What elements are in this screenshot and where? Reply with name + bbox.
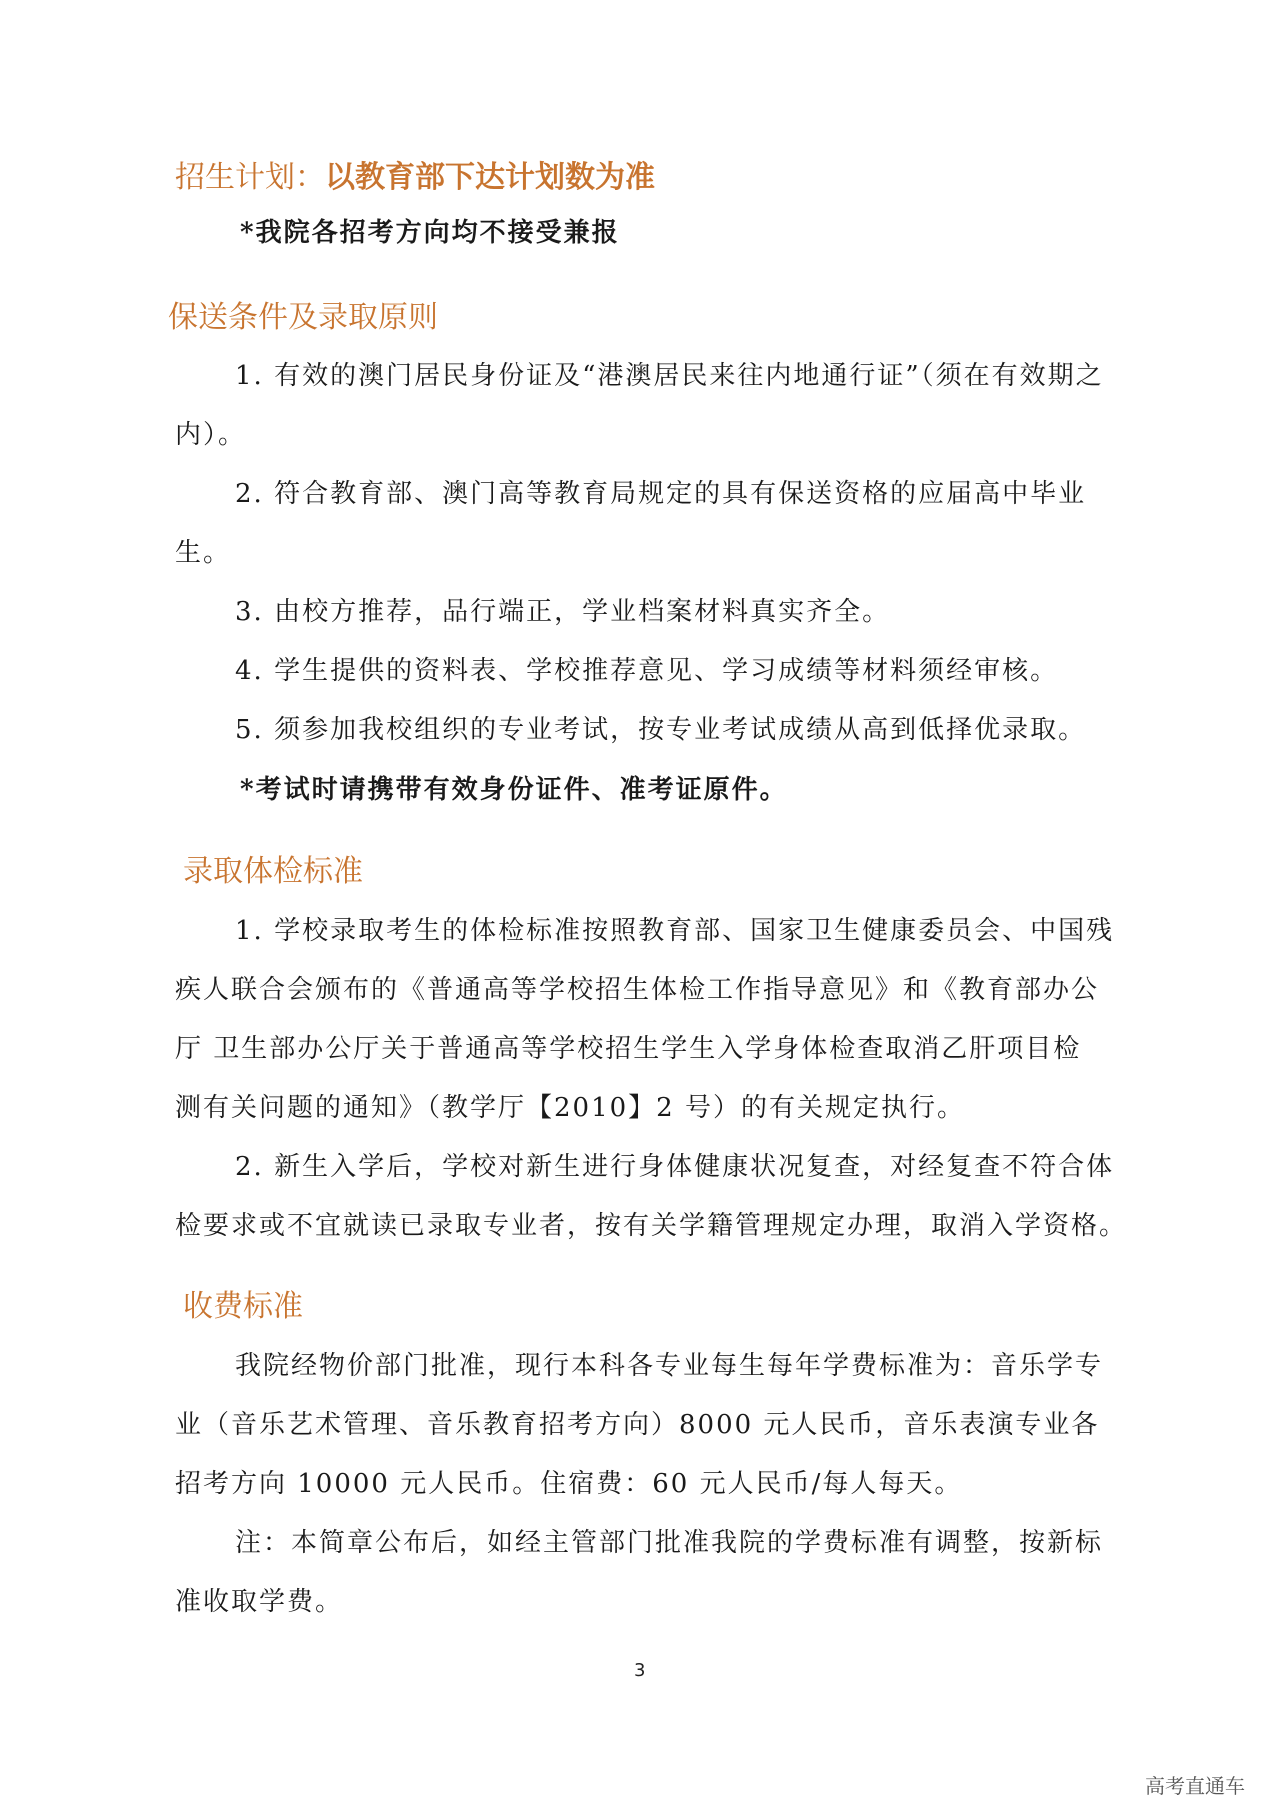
section-title-health: 录取体检标准 xyxy=(183,854,363,889)
section-title-fees: 收费标准 xyxy=(183,1289,303,1324)
plan-heading xyxy=(175,158,655,198)
plan-note: *我院各招考方向均不接受兼报 xyxy=(240,218,620,248)
conditions-item-5: 5. 须参加我校组织的专业考试，按专业考试成绩从高到低择优录取。 xyxy=(235,715,1087,745)
health-item-1-line-3: 厅 卫生部办公厅关于普通高等学校招生学生入学身体检查取消乙肝项目检 xyxy=(175,1034,1082,1064)
fees-para-line-2: 业（音乐艺术管理、音乐教育招考方向）8000 元人民币，音乐表演专业各 xyxy=(175,1410,1100,1440)
plan-label: 招生计划： xyxy=(175,160,325,195)
health-item-1-line-2: 疾人联合会颁布的《普通高等学校招生体检工作指导意见》和《教育部办公 xyxy=(175,975,1100,1005)
health-item-2-line-2: 检要求或不宜就读已录取专业者，按有关学籍管理规定办理，取消入学资格。 xyxy=(175,1211,1128,1241)
page-number: 3 xyxy=(634,1660,646,1681)
health-item-2-line-1: 2. 新生入学后，学校对新生进行身体健康状况复查，对经复查不符合体 xyxy=(235,1152,1115,1182)
conditions-item-2-line-1: 2. 符合教育部、澳门高等教育局规定的具有保送资格的应届高中毕业 xyxy=(235,479,1087,509)
plan-value: 以教育部下达计划数为准 xyxy=(325,160,655,195)
section-title-conditions: 保送条件及录取原则 xyxy=(168,300,438,335)
fees-para-line-3: 招考方向 10000 元人民币。住宿费：60 元人民币/每人每天。 xyxy=(175,1469,963,1499)
conditions-item-4: 4. 学生提供的资料表、学校推荐意见、学习成绩等材料须经审核。 xyxy=(235,656,1059,686)
conditions-item-1-line-1: 1. 有效的澳门居民身份证及“港澳居民来往内地通行证”（须在有效期之 xyxy=(235,361,1104,391)
health-item-1-line-4: 测有关问题的通知》（教学厅【2010】2 号）的有关规定执行。 xyxy=(175,1093,965,1123)
health-item-1-line-1: 1. 学校录取考生的体检标准按照教育部、国家卫生健康委员会、中国残 xyxy=(235,916,1115,946)
conditions-item-3: 3. 由校方推荐，品行端正，学业档案材料真实齐全。 xyxy=(235,597,891,627)
fees-note-line-2: 准收取学费。 xyxy=(175,1587,344,1617)
watermark: 高考直通车 xyxy=(1145,1774,1245,1798)
fees-note-line-1: 注：本简章公布后，如经主管部门批准我院的学费标准有调整，按新标 xyxy=(235,1528,1104,1558)
conditions-note: *考试时请携带有效身份证件、准考证原件。 xyxy=(240,775,788,805)
conditions-item-1-line-2: 内）。 xyxy=(175,420,247,450)
conditions-item-2-line-2: 生。 xyxy=(175,538,232,568)
fees-para-line-1: 我院经物价部门批准，现行本科各专业每生每年学费标准为：音乐学专 xyxy=(235,1351,1104,1381)
